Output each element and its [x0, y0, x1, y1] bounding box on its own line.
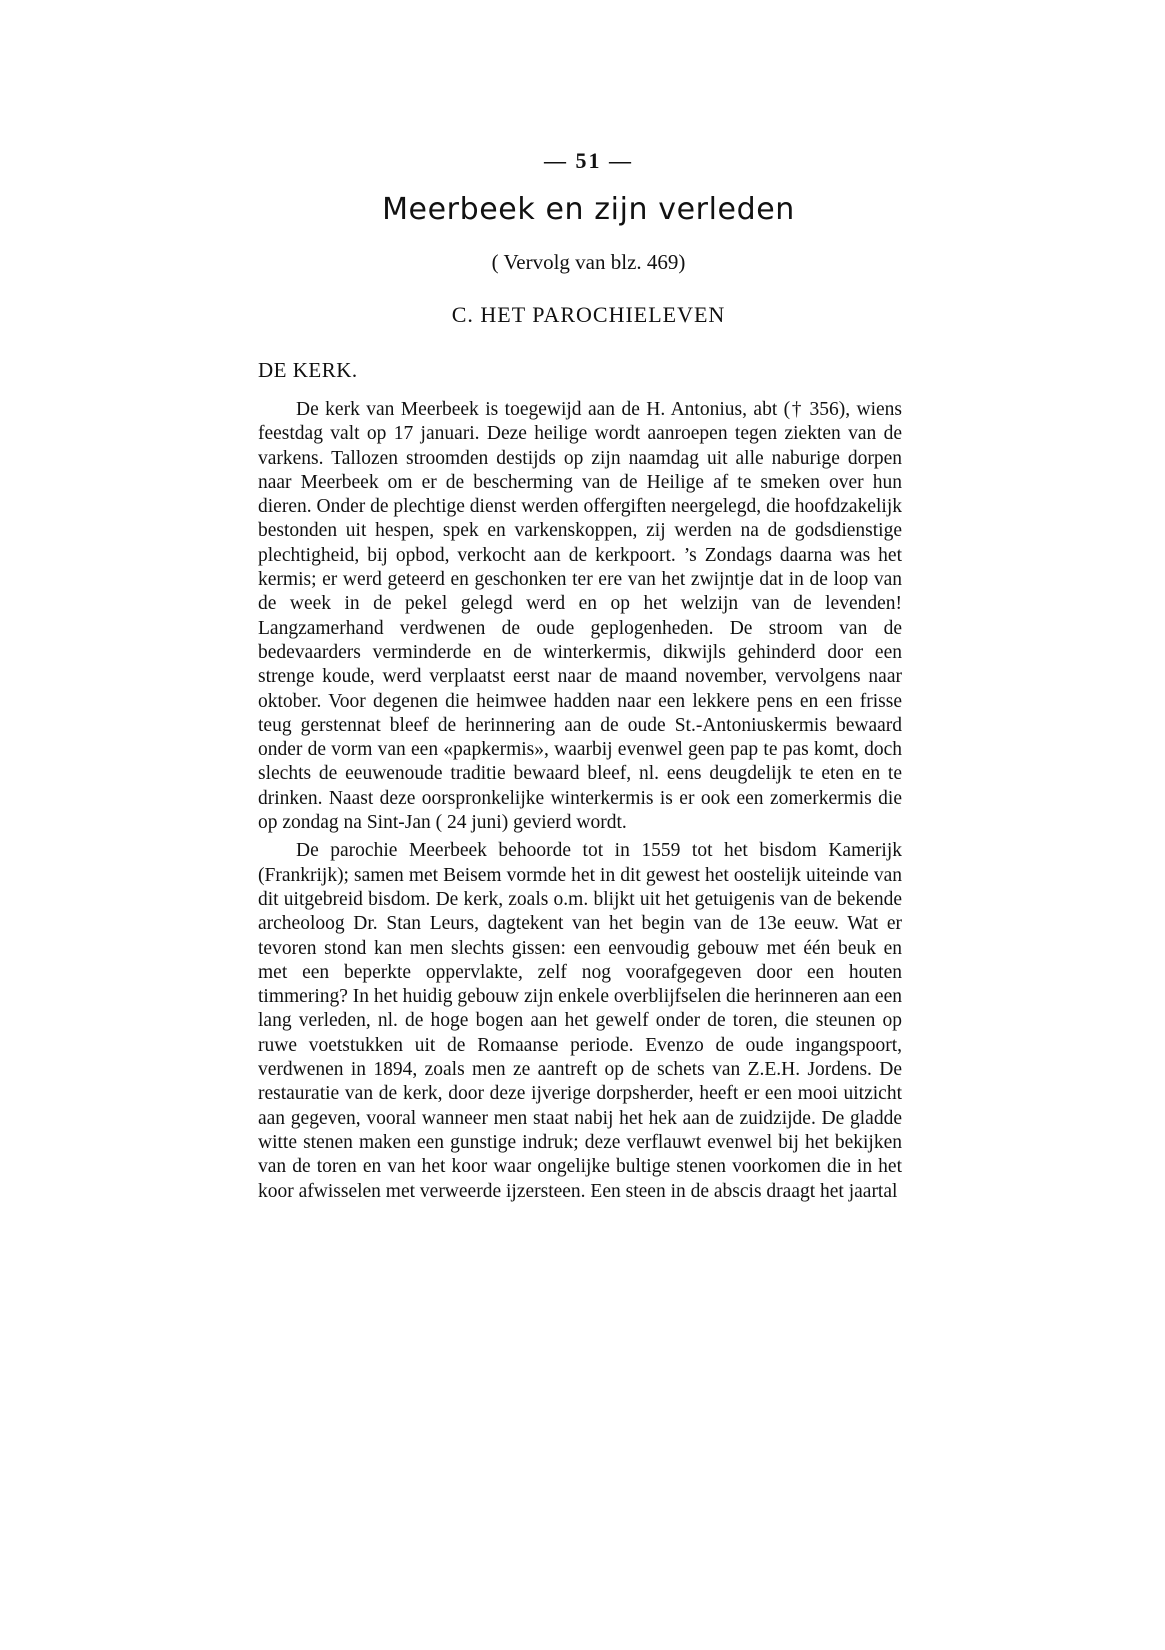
sub-heading: DE KERK.: [258, 358, 358, 382]
article-title: Meerbeek en zijn verleden: [382, 192, 795, 227]
body-text: [258, 398, 902, 1208]
paragraph: De parochie Meerbeek behoorde tot in 1559 tot het bisdom Kamerijk (Frankrijk); samen met Beisem vormde het in dit gewest het oostelijk uiteinde van dit uitgebreid bisdom. De kerk, zoals o.m. blijkt uit het getuigenis van de bekende archeoloog Dr. Stan Leurs, dagtekent van het begin van de 13e eeuw. Wat er tevoren stond kan men slechts gissen: een eenvoudig gebouw met één beuk en met een beperkte oppervlakte, zelf nog voorafgegeven door een houten timmering? In het huidig gebouw zijn enkele overblijfselen die herinneren aan een lang verleden, nl. de hoge bogen aan het gewelf onder de toren, die steunen op ruwe voetstukken uit de Romaanse periode. Evenzo de oude ingangspoort, verdwenen in 1894, zoals men ze aantreft op de schets van Z.E.H. Jordens. De restauratie van de kerk, door deze ijverige dorpsherder, heeft er een mooi uitzicht aan gegeven, vooral wanneer men staat nabij het hek aan de zuidzijde. De gladde witte stenen maken een gunstige indruk; deze verflauwt evenwel bij het bekijken van de toren en van het koor waar ongelijke bultige stenen voorkomen die in het koor afwisselen met verweerde ijzersteen. Een steen in de abscis draagt het jaartal: [258, 840, 902, 1202]
section-heading: C. HET PAROCHIELEVEN: [451, 302, 726, 327]
paragraph: De kerk van Meerbeek is toegewijd aan de H. Antonius, abt († 356), wiens feestdag valt op 17 januari. Deze heilige wordt aanroepen tegen ziekten van de varkens. Tallozen stroomden destijds op zijn naamdag uit alle naburige dorpen naar Meerbeek om er de bescherming van de Heilige af te smeken over hun dieren. Onder de plechtige dienst werden offergiften neergelegd, die hoofdzakelijk bestonden uit hespen, spek en varkenskoppen, zij werden na de godsdienstige plechtigheid, bij opbod, verkocht aan de kerkpoort. ’s Zondags daarna was het kermis; er werd geteerd en geschonken ter ere van het zwijntje dat in de loop van de week in de pekel gelegd werd en op het welzijn van de levenden! Langzamerhand verdwenen de oude geplogenheden. De stroom van de bedevaarders verminderde en de winterkermis, dikwijls gehinderd door een strenge koude, werd verplaatst eerst naar de maand november, vervolgens naar oktober. Voor degenen die heimwee hadden naar een lekkere pens en een frisse teug gerstennat bleef de herinnering aan de oude St.-Antoniuskermis bewaard onder de vorm van een «papkermis», waarbij evenwel geen pap te pas komt, doch slechts de eeuwenoude traditie bewaard bleef, nl. eens deugdelijk te eten en te drinken. Naast deze oorspronkelijke winterkermis is er ook een zomerkermis die op zondag na Sint-Jan ( 24 juni) gevierd wordt.: [258, 399, 902, 834]
page-number: — 51 —: [544, 148, 633, 173]
article-subtitle: ( Vervolg van blz. 469): [491, 250, 686, 274]
